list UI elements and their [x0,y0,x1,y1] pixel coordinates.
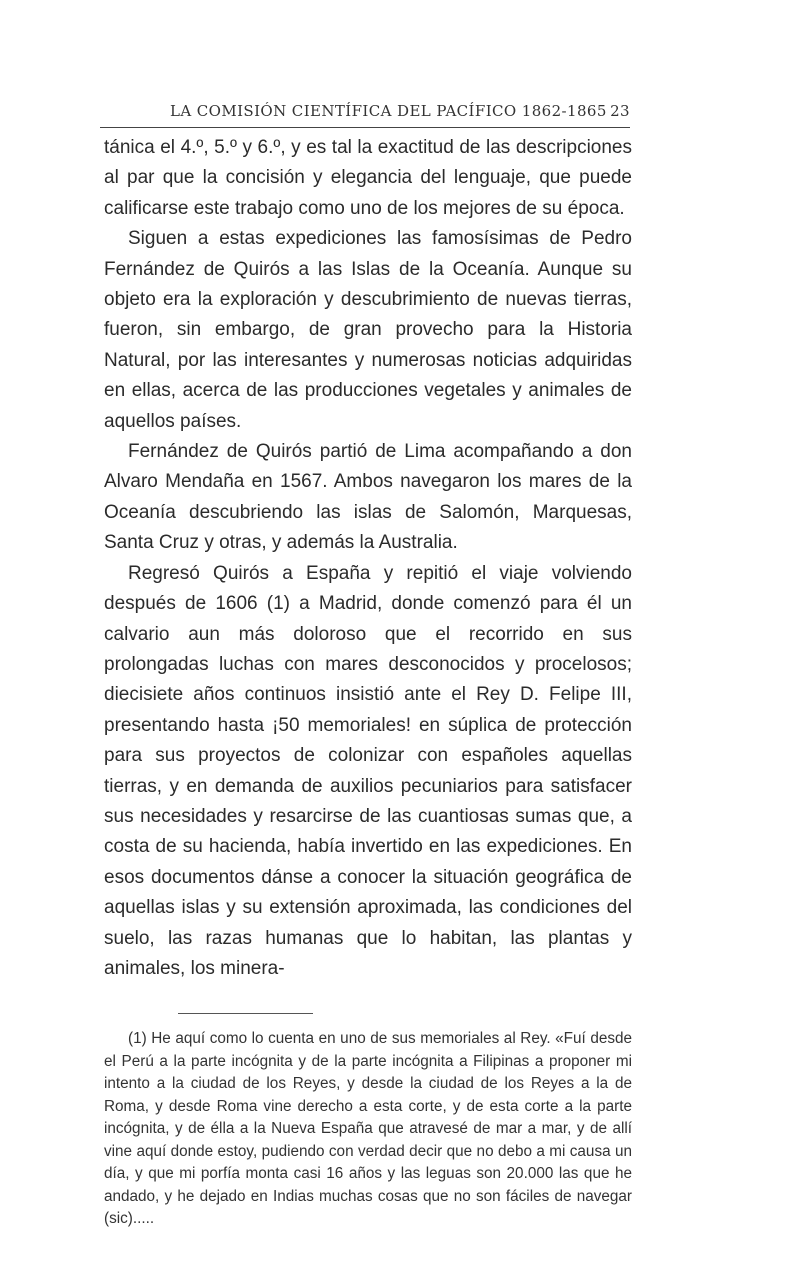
paragraph: Regresó Quirós a España y repitió el viaje volviendo después de 1606 (1) a Madrid, donde comenzó para él un calvario aun más doloroso que el recorrido en sus prolongadas luchas con mares desconocidos y procelosos; diecisiete años continuos insistió ante el Rey D. Felipe III, presentando hasta ¡50 memoriales! en súplica de protección para sus proyectos de colonizar con españoles aquellas tierras, y en demanda de auxilios pecuniarios para satisfacer sus necesidades y resarcirse de las cuantiosas sumas que, a costa de su hacienda, había invertido en las expediciones. En esos documentos dánse a conocer la situación geográfica de aquellas islas y su extensión aproximada, las condiciones del suelo, las razas humanas que lo habitan, las plantas y animales, los minera- [104,562,632,979]
header-rule [100,127,630,128]
footnote-text: (1) He aquí como lo cuenta en uno de sus memoriales al Rey. «Fuí desde el Perú a la parte incógnita y de la parte incógnita a Filipinas a proponer mi intento a la ciudad de los Reyes, y desde la ciudad de los Reyes a la de Roma, y desde Roma vine derecho a esta corte, y de esta corte a la parte incógnita, y de élla a la Nueva España que atravesé de mar a mar, y de allí vine aquí donde estoy, pudiendo con verdad decir que no debo a mi causa un día, y que mi porfía monta casi 16 años y las leguas son 20.000 las que he andado, y he dejado en Indias muchas cosas que no son fáciles de navegar (sic)..... [104,1030,632,1227]
footnote [104,1028,632,1231]
paragraph: Fernández de Quirós partió de Lima acompañando a don Alvaro Mendaña en 1567. Ambos navegaron los mares de la Oceanía descubriendo las islas de Salomón, Marquesas, Santa Cruz y otras, y además la Australia. [104,441,632,554]
running-head-title: LA COMISIÓN CIENTÍFICA DEL PACÍFICO 1862-1865 [170,102,607,120]
paragraph: tánica el 4.º, 5.º y 6.º, y es tal la exactitud de las descripciones al par que la concisión y elegancia del lenguaje, que puede calificarse este trabajo como uno de los mejores de su época. [104,137,632,219]
main-text [104,133,632,984]
paragraph: Siguen a estas expediciones las famosísimas de Pedro Fernández de Quirós a las Islas de la Oceanía. Aunque su objeto era la exploración y descubrimiento de nuevas tierras, fueron, sin embargo, de gran provecho para la Historia Natural, por las interesantes y numerosas noticias adquiridas en ellas, acerca de las producciones vegetales y animales de aquellos países. [104,228,632,432]
page-number: 23 [610,102,630,120]
running-head [100,102,630,128]
footnote-rule [178,1013,313,1014]
